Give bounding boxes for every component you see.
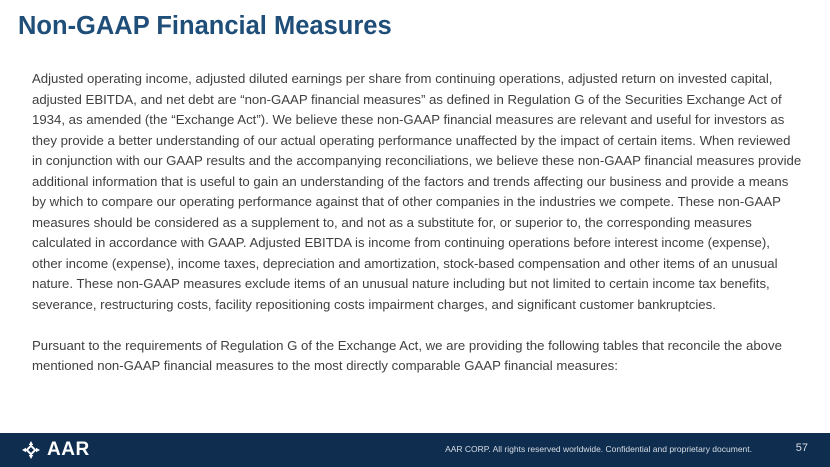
confidential-note: AAR CORP. All rights reserved worldwide. Confidential and proprietary document. (445, 444, 752, 454)
footer-bar (0, 433, 830, 467)
paragraph-non-gaap-definition: Adjusted operating income, adjusted diluted earnings per share from continuing operations, adjusted return on invested capital, adjusted EBITDA, and net debt are “non-GAAP financial measures” as defined in Regulation G of the Securities Exchange Act of 1934, as amended (the “Exchange Act”). We believe these non-GAAP financial measures are relevant and useful for investors as they provide a better understanding of our actual operating performance unaffected by the impact of certain items. When reviewed in conjunction with our GAAP results and the accompanying reconciliations, we believe these non-GAAP financial measures provide additional information that is useful to gain an understanding of the factors and trends affecting our business and provide a means by which to compare our operating performance against that of other companies in the industries we compete. These non-GAAP measures should be considered as a supplement to, and not as a substitute for, or superior to, the corresponding measures calculated in accordance with GAAP. Adjusted EBITDA is income from continuing operations before interest income (expense), other income (expense), income taxes, depreciation and amortization, stock-based compensation and other items of an unusual nature. These non-GAAP measures exclude items of an unusual nature including but not limited to certain income tax benefits, severance, restructuring costs, facility repositioning costs impairment charges, and significant customer bankruptcies. (32, 71, 802, 312)
aar-wings-logo-icon (20, 439, 42, 461)
page-number: 57 (795, 442, 808, 454)
paragraph-reconciliation-intro: Pursuant to the requirements of Regulation G of the Exchange Act, we are providing the following tables that reconcile the above mentioned non-GAAP financial measures to the most directly comparable GAAP financial measures: (32, 337, 782, 373)
logo-text: AAR (47, 439, 90, 460)
page-title: Non-GAAP Financial Measures (18, 12, 392, 40)
body-text (32, 69, 802, 377)
company-logo (20, 439, 90, 461)
